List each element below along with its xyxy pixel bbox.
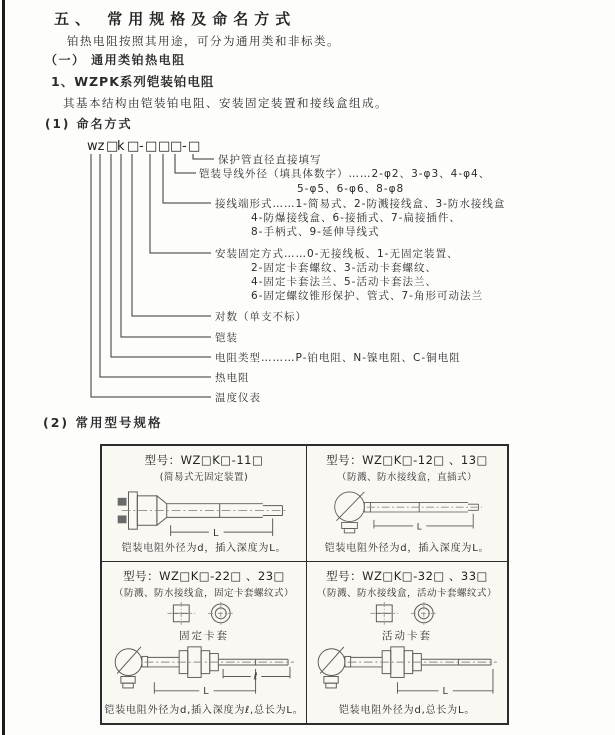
dim-label: L <box>213 528 219 539</box>
series-desc: 其基本结构由铠装铂电阻、安装固定装置和接线盒组成。 <box>63 96 388 110</box>
naming-label-protection-tube: 保护管直径直接填写 <box>218 154 322 166</box>
naming-label-mounting: 安装固定方式……0-无接线板、1-无固定装置、 <box>215 248 459 260</box>
fitting-views <box>365 602 449 628</box>
naming-label-mounting-3: 4-固定卡套法兰、5-活动卡套法兰、 <box>251 276 437 288</box>
model-code-segment: wz <box>87 139 105 154</box>
page-title: 五、 常用规格及命名方式 <box>54 10 297 28</box>
naming-heading: (1) 命名方式 <box>45 117 133 131</box>
naming-label-wire-od-2: 5-φ5、6-φ6、8-φ8 <box>297 183 405 195</box>
cell-desc: （防溅、防水接线盒，固定卡套螺纹式） <box>113 588 294 599</box>
fitting-label: 固定卡套 <box>179 629 229 642</box>
cell-caption: 铠装电阻外径为d，插入深度为L。 <box>324 543 490 554</box>
naming-label-terminal-3: 8-手柄式、9-延伸导线式 <box>251 226 380 238</box>
model-code-box: □ <box>106 139 119 154</box>
dim-label: L <box>203 685 209 697</box>
spec-cell-22-23 <box>102 562 307 723</box>
dim-label: L <box>442 685 448 697</box>
sensor-drawing-movable-fitting <box>309 644 505 701</box>
sensor-drawing-plain <box>114 488 294 539</box>
cell-model: 型号：WZ□K□-12□ 、13□ <box>326 453 488 467</box>
naming-label-terminal: 接线端形式……1-简易式、2-防溅接线盒、3-防水接线盒 <box>215 198 506 210</box>
series-heading: 1、WZPK系列铠装铂电阻 <box>51 74 215 89</box>
naming-label-resistance-type: 电阻类型………P-铂电阻、N-镍电阻、C-铜电阻 <box>215 352 461 364</box>
fitting-label: 活动卡套 <box>382 629 432 642</box>
spec-cell-12-13 <box>307 446 507 562</box>
model-code-box: □ <box>127 139 140 154</box>
spec-cell-11 <box>102 446 307 562</box>
cell-caption: 铠装电阻外径为d,总长为L。 <box>338 705 476 716</box>
cell-desc: （防溅、防水接线盒，活动卡套螺纹式） <box>316 588 497 599</box>
cell-model: 型号：WZ□K□-22□ 、23□ <box>123 569 285 583</box>
model-code-box: □ <box>188 139 201 154</box>
intro-paragraph: 铂热电阻按照其用途，可分为通用类和非标类。 <box>67 34 340 48</box>
naming-label-thermal-res: 热电阻 <box>215 372 250 384</box>
cell-desc: （防溅、防水接线盒，直插式） <box>336 472 477 483</box>
cell-model: 型号：WZ□K□-32□ 、33□ <box>326 569 488 583</box>
model-code-segment: k <box>117 139 125 154</box>
cell-model: 型号：WZ□K□-11□ <box>144 453 264 467</box>
section-heading: （一） 通用类铂热电阻 <box>45 53 186 67</box>
sensor-drawing-fixed-fitting <box>106 644 302 701</box>
model-code-box: □ <box>145 139 158 154</box>
cell-caption: 铠装电阻外径为d,插入深度为ℓ,总长为L。 <box>104 705 304 716</box>
naming-label-mounting-2: 2-固定卡套螺纹、3-活动卡套螺纹、 <box>251 262 437 274</box>
scan-left-border <box>2 0 5 735</box>
naming-label-terminal-2: 4-防爆接线盒、6-接插式、7-扁接插件、 <box>251 212 461 224</box>
model-code-dash: - <box>182 139 187 154</box>
naming-label-mounting-4: 6-固定螺纹锥形保护、管式、7-角形可动法兰 <box>251 290 483 302</box>
naming-label-armored: 铠装 <box>215 332 238 344</box>
dim-inner-label: ℓ <box>253 671 258 683</box>
fitting-views <box>162 602 246 628</box>
spec-cell-32-33 <box>307 562 507 723</box>
dim-label: L <box>416 522 422 533</box>
model-code-box: □ <box>158 139 171 154</box>
model-code-box: □ <box>170 139 183 154</box>
model-code-dash: - <box>139 139 144 154</box>
cell-desc: (简易式无固定装置) <box>159 472 249 483</box>
naming-label-temp-instrument: 温度仪表 <box>215 392 261 404</box>
sensor-drawing-head <box>317 485 497 539</box>
naming-label-pairs: 对数（单支不标） <box>215 311 307 323</box>
cell-caption: 铠装电阻外径为d，插入深度为L。 <box>121 543 287 554</box>
naming-label-wire-od: 铠装导线外径（填具体数字）……2-φ2、3-φ3、4-φ4、 <box>199 168 491 180</box>
spec-table <box>100 444 509 725</box>
spec-heading: (2) 常用型号规格 <box>43 415 163 430</box>
